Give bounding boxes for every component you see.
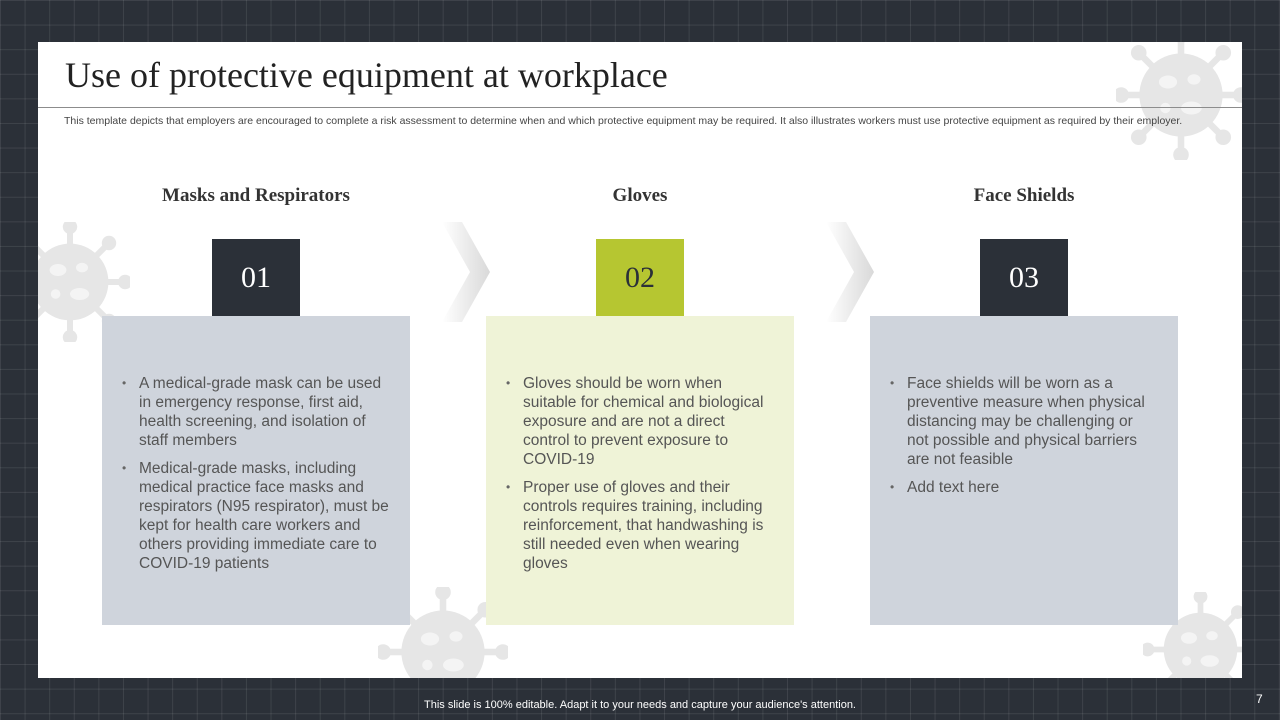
list-item: • Gloves should be worn when suitable for chemical and biological exposure and are not a direct control to prevent exposure to COVID-19 <box>523 374 774 469</box>
list-item: • Medical-grade masks, including medical practice face masks and respirators (N95 respirator), must be kept for health care workers and others providing immediate care to COVID-19 patients <box>139 459 390 573</box>
step-number-03: 03 <box>980 239 1068 316</box>
page-number: 7 <box>1256 692 1263 706</box>
card-gloves <box>486 316 794 625</box>
list-item: • Add text here <box>907 478 1158 497</box>
card-face-shields <box>870 316 1178 625</box>
bullet-list <box>122 374 390 573</box>
list-item: • Proper use of gloves and their controls requires training, including reinforcement, that handwashing is still needed even when wearing gloves <box>523 478 774 573</box>
chevron-right-icon <box>826 222 876 322</box>
bullet-list <box>506 374 774 573</box>
column-heading-gloves: Gloves <box>612 185 668 206</box>
title-divider <box>38 107 1242 108</box>
slide <box>38 42 1242 678</box>
step-number-02: 02 <box>596 239 684 316</box>
step-number-01: 01 <box>212 239 300 316</box>
card-masks <box>102 316 410 625</box>
page-title: Use of protective equipment at workplace <box>65 55 668 95</box>
column-heading-face-shields: Face Shields <box>973 185 1075 206</box>
footer-note: This slide is 100% editable. Adapt it to your needs and capture your audience's attention. <box>424 699 856 711</box>
bullet-list <box>890 374 1158 497</box>
list-item: • A medical-grade mask can be used in emergency response, first aid, health screening, and isolation of staff members <box>139 374 390 450</box>
page-description: This template depicts that employers are encouraged to complete a risk assessment to determine when and which protective equipment may be required. It also illustrates workers must use protective equipment as required by their employer. <box>64 115 1183 127</box>
virus-decoration-icon <box>1116 42 1242 160</box>
column-heading-masks: Masks and Respirators <box>162 185 350 206</box>
chevron-right-icon <box>442 222 492 322</box>
list-item: • Face shields will be worn as a preventive measure when physical distancing may be challenging or not possible and physical barriers are not feasible <box>907 374 1158 469</box>
